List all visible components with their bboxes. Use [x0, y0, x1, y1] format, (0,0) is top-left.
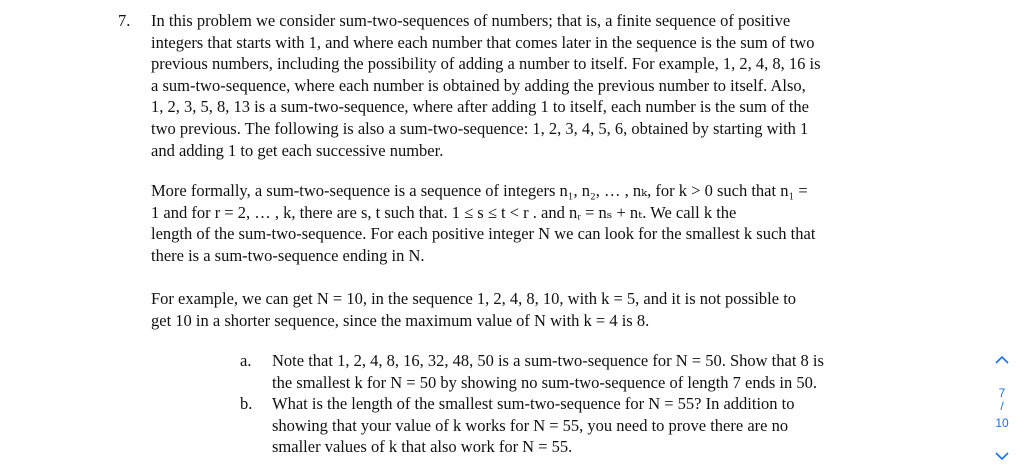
subquestion-line: smaller values of k that also work for N = 55.	[272, 437, 573, 457]
paragraph-line: In this problem we consider sum-two-sequences of numbers; that is, a finite sequence of positive	[151, 11, 791, 30]
paragraph-line: 1, 2, 3, 5, 8, 13 is a sum-two-sequence, where after adding 1 to itself, each number is the sum of the	[151, 97, 809, 117]
subquestion-a	[240, 350, 920, 393]
page-separator: /	[1000, 399, 1004, 413]
paragraph-formal-definition	[151, 180, 909, 266]
current-page-number: 7	[998, 386, 1006, 400]
paragraph-line: two previous. The following is also a sum-two-sequence: 1, 2, 3, 4, 5, 6, obtained by starting with 1	[151, 118, 809, 138]
paragraph-line: there is a sum-two-sequence ending in N.	[151, 245, 425, 265]
paragraph-line: integers that starts with 1, and where each number that comes later in the sequence is the sum of two	[151, 32, 815, 52]
page-navigator	[980, 350, 1024, 474]
problem-number: 7.	[118, 11, 131, 30]
paragraph-line: For example, we can get N = 10, in the sequence 1, 2, 4, 8, 10, with k = 5, and it is not possible to	[151, 289, 797, 308]
subquestion-label: b.	[240, 394, 253, 414]
paragraph-line: length of the sum-two-sequence. For each positive integer N we can look for the smallest k such that	[151, 224, 816, 244]
paragraph-line: and adding 1 to get each successive number.	[151, 140, 444, 160]
paragraph-line: previous numbers, including the possibility of adding a number to itself. For example, 1, 2, 4, 8, 16 is	[151, 54, 821, 74]
paragraph-line: a sum-two-sequence, where each number is obtained by adding the previous number to itself. Also,	[151, 75, 806, 95]
paragraph-line: More formally, a sum-two-sequence is a sequence of integers n₁, n₂, … , nₖ, for k > 0 such that n₁ =	[151, 181, 808, 200]
paragraph-line: 1 and for r = 2, … , k, there are s, t such that. 1 ≤ s ≤ t < r . and nᵣ = nₛ + nₜ. We call k the	[151, 202, 737, 222]
subquestion-line: What is the length of the smallest sum-two-sequence for N = 55? In addition to	[272, 394, 795, 414]
total-pages: 10	[995, 416, 1009, 430]
subquestion-line: Note that 1, 2, 4, 8, 16, 32, 48, 50 is a sum-two-sequence for N = 50. Show that 8 is	[272, 351, 824, 370]
paragraph-intro	[151, 10, 909, 161]
subquestion-b	[240, 393, 920, 458]
subquestion-line: the smallest k for N = 50 by showing no sum-two-sequence of length 7 ends in 50.	[272, 372, 818, 392]
paragraph-example	[151, 288, 909, 331]
chevron-down-icon	[992, 448, 1012, 464]
chevron-up-icon	[992, 352, 1012, 368]
subquestion-line: showing that your value of k works for N = 55, you need to prove there are no	[272, 415, 789, 435]
subquestion-label: a.	[240, 351, 252, 370]
next-page-button[interactable]	[992, 448, 1012, 464]
subquestion-list	[240, 350, 920, 458]
paragraph-line: get 10 in a shorter sequence, since the maximum value of N with k = 4 is 8.	[151, 310, 650, 330]
previous-page-button[interactable]	[992, 352, 1012, 368]
